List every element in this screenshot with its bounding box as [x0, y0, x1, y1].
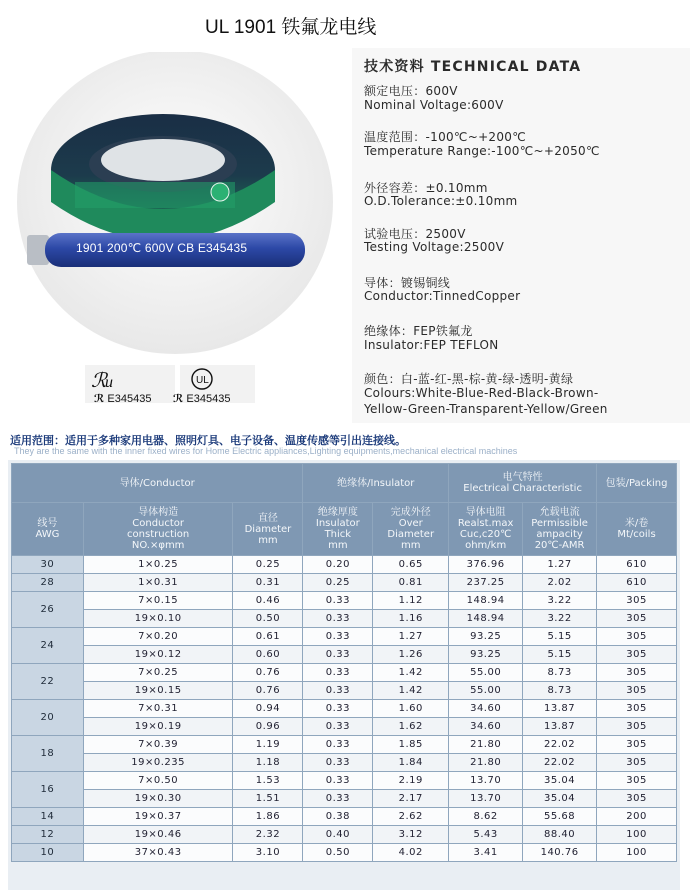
packing-cell: 305 — [597, 628, 677, 646]
thickness-cell: 0.33 — [303, 628, 373, 646]
thickness-cell: 0.33 — [303, 754, 373, 772]
diameter-cell: 0.76 — [233, 664, 303, 682]
resistance-cell: 13.70 — [449, 772, 523, 790]
table-row — [12, 808, 677, 826]
diameter-cell: 1.51 — [233, 790, 303, 808]
ampacity-cell: 88.40 — [523, 826, 597, 844]
awg-cell: 20 — [12, 700, 84, 736]
page-title: UL 1901 铁氟龙电线 — [205, 17, 377, 38]
electrical-group-header: 电气特性 Electrical Characteristic — [449, 464, 597, 503]
awg-cell: 24 — [12, 628, 84, 664]
tech-line: Conductor:TinnedCopper — [364, 289, 521, 303]
resistance-cell: 21.80 — [449, 754, 523, 772]
technical-data-heading: 技术资料 TECHNICAL DATA — [364, 59, 582, 75]
over-diameter-cell: 1.85 — [373, 736, 449, 754]
conductor-group-header: 导体/Conductor — [12, 464, 303, 503]
ampacity-cell: 55.68 — [523, 808, 597, 826]
insulator-group-header: 绝缘体/Insulator — [303, 464, 449, 503]
product-photo — [15, 52, 350, 357]
diameter-cell: 0.94 — [233, 700, 303, 718]
packing-cell: 610 — [597, 556, 677, 574]
over-diameter-cell: 1.42 — [373, 682, 449, 700]
tech-line: Temperature Range:-100℃~+2050℃ — [364, 144, 600, 158]
packing-cell: 305 — [597, 718, 677, 736]
diameter-cell: 1.53 — [233, 772, 303, 790]
tech-line: O.D.Tolerance:±0.10mm — [364, 194, 518, 208]
table-row — [12, 628, 677, 646]
table-row — [12, 790, 677, 808]
ampacity-cell: 5.15 — [523, 646, 597, 664]
table-row — [12, 772, 677, 790]
construction-cell: 7×0.15 — [83, 592, 233, 610]
ampacity-cell: 8.73 — [523, 682, 597, 700]
awg-cell: 30 — [12, 556, 84, 574]
diameter-cell: 0.61 — [233, 628, 303, 646]
cable-print: 1901 200℃ 600V CB E345435 — [76, 241, 248, 255]
table-row — [12, 592, 677, 610]
packing-cell: 305 — [597, 682, 677, 700]
tech-line: 绝缘体：FEP铁氟龙 — [364, 324, 473, 338]
diameter-cell: 0.46 — [233, 592, 303, 610]
diameter-cell: 0.25 — [233, 556, 303, 574]
thickness-col-header: 绝缘厚度 Insulator Thick mm — [303, 503, 373, 556]
resistance-cell: 55.00 — [449, 682, 523, 700]
ampacity-cell: 1.27 — [523, 556, 597, 574]
over-diameter-cell: 1.26 — [373, 646, 449, 664]
awg-col-header: 线号 AWG — [12, 503, 84, 556]
tech-line: Yellow-Green-Transparent-Yellow/Green — [364, 402, 608, 416]
tech-line: Testing Voltage:2500V — [364, 240, 505, 254]
over-diameter-cell: 3.12 — [373, 826, 449, 844]
diameter-cell: 0.76 — [233, 682, 303, 700]
table-row — [12, 610, 677, 628]
packing-cell: 305 — [597, 790, 677, 808]
over-diameter-cell: 0.65 — [373, 556, 449, 574]
resistance-cell: 3.41 — [449, 844, 523, 862]
packing-cell: 200 — [597, 808, 677, 826]
resistance-cell: 148.94 — [449, 592, 523, 610]
table-row — [12, 736, 677, 754]
table-row — [12, 556, 677, 574]
construction-cell: 7×0.50 — [83, 772, 233, 790]
ampacity-cell: 13.87 — [523, 718, 597, 736]
diameter-col-header: 直径 Diameter mm — [233, 503, 303, 556]
resistance-cell: 8.62 — [449, 808, 523, 826]
ampacity-cell: 35.04 — [523, 790, 597, 808]
over-diameter-cell: 1.42 — [373, 664, 449, 682]
tech-line: Colours:White-Blue-Red-Black-Brown- — [364, 386, 599, 400]
svg-text:ℛ: ℛ — [91, 370, 107, 392]
packing-cell: 305 — [597, 610, 677, 628]
svg-text:UL: UL — [196, 375, 209, 386]
tech-line: 外径容差：±0.10mm — [364, 181, 488, 195]
ampacity-cell: 8.73 — [523, 664, 597, 682]
ampacity-cell: 140.76 — [523, 844, 597, 862]
technical-data-panel — [352, 48, 690, 423]
ur-mark-icon: ℛ — [173, 393, 184, 405]
diameter-cell: 1.86 — [233, 808, 303, 826]
construction-cell: 19×0.235 — [83, 754, 233, 772]
diameter-cell: 1.19 — [233, 736, 303, 754]
awg-cell: 12 — [12, 826, 84, 844]
spec-table — [11, 463, 677, 862]
packing-cell: 610 — [597, 574, 677, 592]
construction-cell: 19×0.30 — [83, 790, 233, 808]
resistance-cell: 376.96 — [449, 556, 523, 574]
awg-cell: 16 — [12, 772, 84, 808]
table-row — [12, 700, 677, 718]
cert-number-1: ℛ E345435 — [94, 393, 152, 405]
ampacity-col-header: 允载电流 Permissible ampacity 20℃-AMR — [523, 503, 597, 556]
awg-cell: 10 — [12, 844, 84, 862]
construction-cell: 37×0.43 — [83, 844, 233, 862]
construction-cell: 19×0.19 — [83, 718, 233, 736]
awg-cell: 14 — [12, 808, 84, 826]
table-row — [12, 718, 677, 736]
ampacity-cell: 3.22 — [523, 592, 597, 610]
ampacity-cell: 22.02 — [523, 754, 597, 772]
cert-number-2: ℛ E345435 — [173, 393, 231, 405]
svg-text:u: u — [105, 374, 113, 391]
table-row — [12, 646, 677, 664]
packing-cell: 100 — [597, 844, 677, 862]
construction-cell: 7×0.25 — [83, 664, 233, 682]
tech-line: 试验电压：2500V — [364, 227, 466, 241]
construction-cell: 1×0.25 — [83, 556, 233, 574]
over-diameter-cell: 0.81 — [373, 574, 449, 592]
thickness-cell: 0.33 — [303, 700, 373, 718]
thickness-cell: 0.33 — [303, 718, 373, 736]
construction-col-header: 导体构造 Conductor construction NO.×φmm — [83, 503, 233, 556]
ur-mark-icon: ℛ — [94, 393, 105, 405]
diameter-cell: 1.18 — [233, 754, 303, 772]
ampacity-cell: 35.04 — [523, 772, 597, 790]
resistance-cell: 93.25 — [449, 646, 523, 664]
ampacity-cell: 22.02 — [523, 736, 597, 754]
tech-line: Nominal Voltage:600V — [364, 98, 504, 112]
thickness-cell: 0.33 — [303, 646, 373, 664]
ampacity-cell: 2.02 — [523, 574, 597, 592]
awg-cell: 18 — [12, 736, 84, 772]
tech-line: 温度范围：-100℃~+200℃ — [364, 130, 527, 144]
over-diameter-cell: 1.62 — [373, 718, 449, 736]
thickness-cell: 0.20 — [303, 556, 373, 574]
packing-cell: 305 — [597, 646, 677, 664]
packing-cell: 100 — [597, 826, 677, 844]
over-diameter-cell: 2.62 — [373, 808, 449, 826]
ampacity-cell: 3.22 — [523, 610, 597, 628]
construction-cell: 7×0.20 — [83, 628, 233, 646]
ampacity-cell: 5.15 — [523, 628, 597, 646]
resistance-cell: 55.00 — [449, 664, 523, 682]
resistance-cell: 34.60 — [449, 718, 523, 736]
construction-cell: 19×0.10 — [83, 610, 233, 628]
packing-col-header: 米/卷 Mt/coils — [597, 503, 677, 556]
diameter-cell: 3.10 — [233, 844, 303, 862]
tech-line: 颜色：白-蓝-红-黑-棕-黄-绿-透明-黄绿 — [364, 372, 574, 386]
thickness-cell: 0.50 — [303, 844, 373, 862]
table-row — [12, 754, 677, 772]
resistance-cell: 13.70 — [449, 790, 523, 808]
packing-cell: 305 — [597, 754, 677, 772]
resistance-cell: 237.25 — [449, 574, 523, 592]
over-diameter-cell: 4.02 — [373, 844, 449, 862]
resistance-cell: 34.60 — [449, 700, 523, 718]
over-diameter-cell: 1.12 — [373, 592, 449, 610]
tech-line: Insulator:FEP TEFLON — [364, 338, 499, 352]
resistance-cell: 148.94 — [449, 610, 523, 628]
construction-cell: 1×0.31 — [83, 574, 233, 592]
diameter-cell: 0.96 — [233, 718, 303, 736]
table-row — [12, 664, 677, 682]
over-diameter-cell: 1.16 — [373, 610, 449, 628]
packing-cell: 305 — [597, 592, 677, 610]
thickness-cell: 0.25 — [303, 574, 373, 592]
awg-cell: 22 — [12, 664, 84, 700]
resistance-cell: 5.43 — [449, 826, 523, 844]
resistance-cell: 93.25 — [449, 628, 523, 646]
table-row — [12, 682, 677, 700]
resistance-cell: 21.80 — [449, 736, 523, 754]
thickness-cell: 0.33 — [303, 772, 373, 790]
table-row — [12, 574, 677, 592]
diameter-cell: 0.31 — [233, 574, 303, 592]
table-row — [12, 844, 677, 862]
construction-cell: 7×0.31 — [83, 700, 233, 718]
construction-cell: 19×0.12 — [83, 646, 233, 664]
resistance-col-header: 导体电阻 Realst.max Cuc,c20℃ ohm/km — [449, 503, 523, 556]
ampacity-cell: 13.87 — [523, 700, 597, 718]
thickness-cell: 0.33 — [303, 682, 373, 700]
packing-cell: 305 — [597, 664, 677, 682]
construction-cell: 7×0.39 — [83, 736, 233, 754]
tech-line: 导体：镀锡铜线 — [364, 276, 451, 290]
construction-cell: 19×0.46 — [83, 826, 233, 844]
over-diameter-cell: 2.17 — [373, 790, 449, 808]
over-diameter-cell: 1.60 — [373, 700, 449, 718]
construction-cell: 19×0.15 — [83, 682, 233, 700]
thickness-cell: 0.33 — [303, 610, 373, 628]
thickness-cell: 0.33 — [303, 736, 373, 754]
thickness-cell: 0.33 — [303, 790, 373, 808]
construction-cell: 19×0.37 — [83, 808, 233, 826]
over-diameter-cell: 1.84 — [373, 754, 449, 772]
spec-table-frame — [8, 460, 680, 890]
packing-cell: 305 — [597, 736, 677, 754]
thickness-cell: 0.40 — [303, 826, 373, 844]
over-diameter-col-header: 完成外径 Over Diameter mm — [373, 503, 449, 556]
packing-cell: 305 — [597, 700, 677, 718]
thickness-cell: 0.33 — [303, 664, 373, 682]
application-scope-en: They are the same with the inner fixed wires for Home Electric appliances,Lighting equipments,mechanical electrical machines — [14, 446, 518, 456]
awg-cell: 26 — [12, 592, 84, 628]
over-diameter-cell: 1.27 — [373, 628, 449, 646]
awg-cell: 28 — [12, 574, 84, 592]
tech-line: 额定电压：600V — [364, 84, 458, 98]
table-row — [12, 826, 677, 844]
application-scope: 适用范围：适用于多种家用电器、照明灯具、电子设备、温度传感等引出连接线。 — [10, 435, 406, 447]
over-diameter-cell: 2.19 — [373, 772, 449, 790]
diameter-cell: 2.32 — [233, 826, 303, 844]
packing-group-header: 包装/Packing — [597, 464, 677, 503]
thickness-cell: 0.38 — [303, 808, 373, 826]
packing-cell: 305 — [597, 772, 677, 790]
thickness-cell: 0.33 — [303, 592, 373, 610]
diameter-cell: 0.50 — [233, 610, 303, 628]
diameter-cell: 0.60 — [233, 646, 303, 664]
